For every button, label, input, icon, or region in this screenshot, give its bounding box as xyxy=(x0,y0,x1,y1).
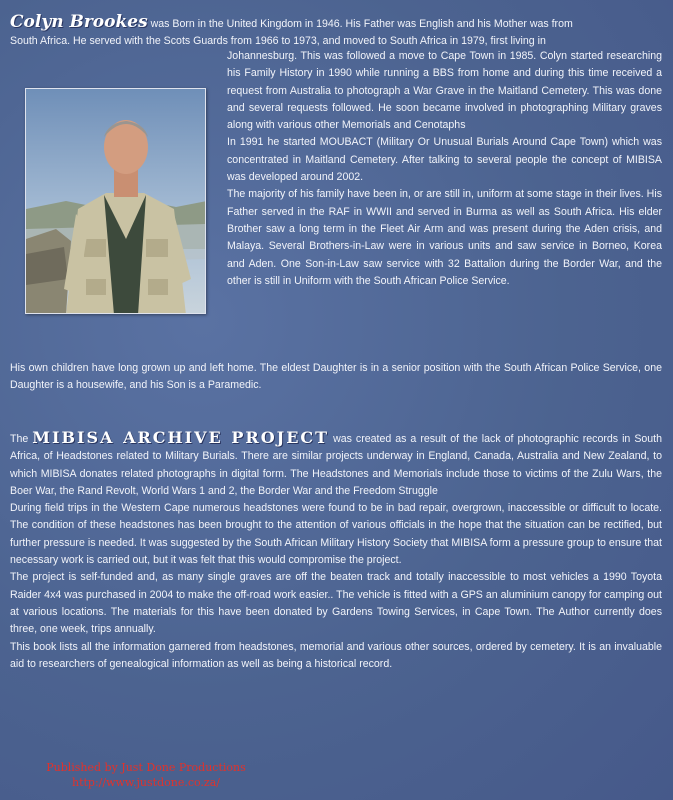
project-intro-prefix: The xyxy=(10,433,29,445)
author-photo xyxy=(25,88,206,314)
publisher-url[interactable]: http://www.justdone.co.za/ xyxy=(72,776,220,789)
bio-closing xyxy=(10,360,662,395)
publisher-info xyxy=(16,760,276,790)
project-title: MIBISA ARCHIVE PROJECT xyxy=(32,428,330,447)
bio-paragraph: In 1991 he started MOUBACT (Military Or Unusual Burials Around Cape Town) which was concentrated in Maitland Cemetery. After talking to several people the concept of MIBISA was developed around 2002. xyxy=(227,136,662,184)
bio-intro xyxy=(10,14,662,51)
bio-right-column xyxy=(227,48,662,290)
bio-closing-text: His own children have long grown up and left home. The eldest Daughter is in a senior position with the South African Police Service, one Daughter is a housewife, and his Son is a Paramedic. xyxy=(10,362,662,392)
bio-paragraph: Johannesburg. This was followed a move to Cape Town in 1985. Colyn started researching his Family History in 1990 while running a BBS from home and during this time received a request from Australia to photograph a War Grave in the Maitland Cemetery. This was done and several requests followed. He soon became involved in photographing Military graves along with various other Memorials and Cenotaphs xyxy=(227,50,662,132)
project-section xyxy=(10,429,662,673)
project-paragraph: The project is self-funded and, as many single graves are off the beaten track and totally inaccessible to most vehicles a 1990 Toyota Raider 4x4 was purchased in 2004 to make the off-road work easier.. The vehicle is fitted with a GPS an aluminium canopy for camping out at various locations. The materials for this have been donated by Gardens Towing Services, in Cape Town. The Author currently does three, one week, trips annually. xyxy=(10,571,662,636)
project-intro-text: was created as a result of the lack of photographic records in South Africa, of Headstones related to Military Burials. There are similar projects underway in England, Canada, Australia and New Zealand, to which MIBISA donates related photographs in digital form. The Headstones and Memorials include those to victims of the Zulu Wars, the Boer War, the Rand Revolt, World Wars 1 and 2, the Border War and the Freedom Struggle xyxy=(10,433,663,497)
project-intro xyxy=(10,429,662,500)
author-name: Colyn Brookes xyxy=(10,12,148,32)
project-paragraph: This book lists all the information garnered from headstones, memorial and various other sources, ordered by cemetery. It is an invaluable aid to researchers of genealogical information as well as being a historical record. xyxy=(10,640,662,670)
publisher-name: Published by Just Done Productions xyxy=(46,761,246,774)
bio-line-1: was Born in the United Kingdom in 1946. His Father was English and his Mother was from xyxy=(150,18,573,30)
bio-line-2: South Africa. He served with the Scots Guards from 1966 to 1973, and moved to South Africa in 1979, first living in xyxy=(10,35,546,48)
project-paragraph: During field trips in the Western Cape numerous headstones were found to be in bad repair, overgrown, inaccessible or difficult to locate. The condition of these headstones has been brought to the attention of various officials in the hope that the situation can be rectified, but further pressure is needed. It was suggested by the South African Military History Society that MIBISA form a pressure group to ensure that necessary work is carried out, but it was felt that this would compromise the project. xyxy=(10,502,662,567)
bio-paragraph: The majority of his family have been in, or are still in, uniform at some stage in their lives. His Father served in the RAF in WWII and served in Burma as well as South Africa. His elder Brother saw a long term in the Fleet Air Arm and was present during the Aden crisis, and Malaya. Several Brothers-in-Law were in various units and saw service in Borneo, Korea and Aden. One Son-in-Law saw service with 32 Battalion during the Border War, and the other is still in Uniform with the South African Police Service. xyxy=(227,188,662,287)
